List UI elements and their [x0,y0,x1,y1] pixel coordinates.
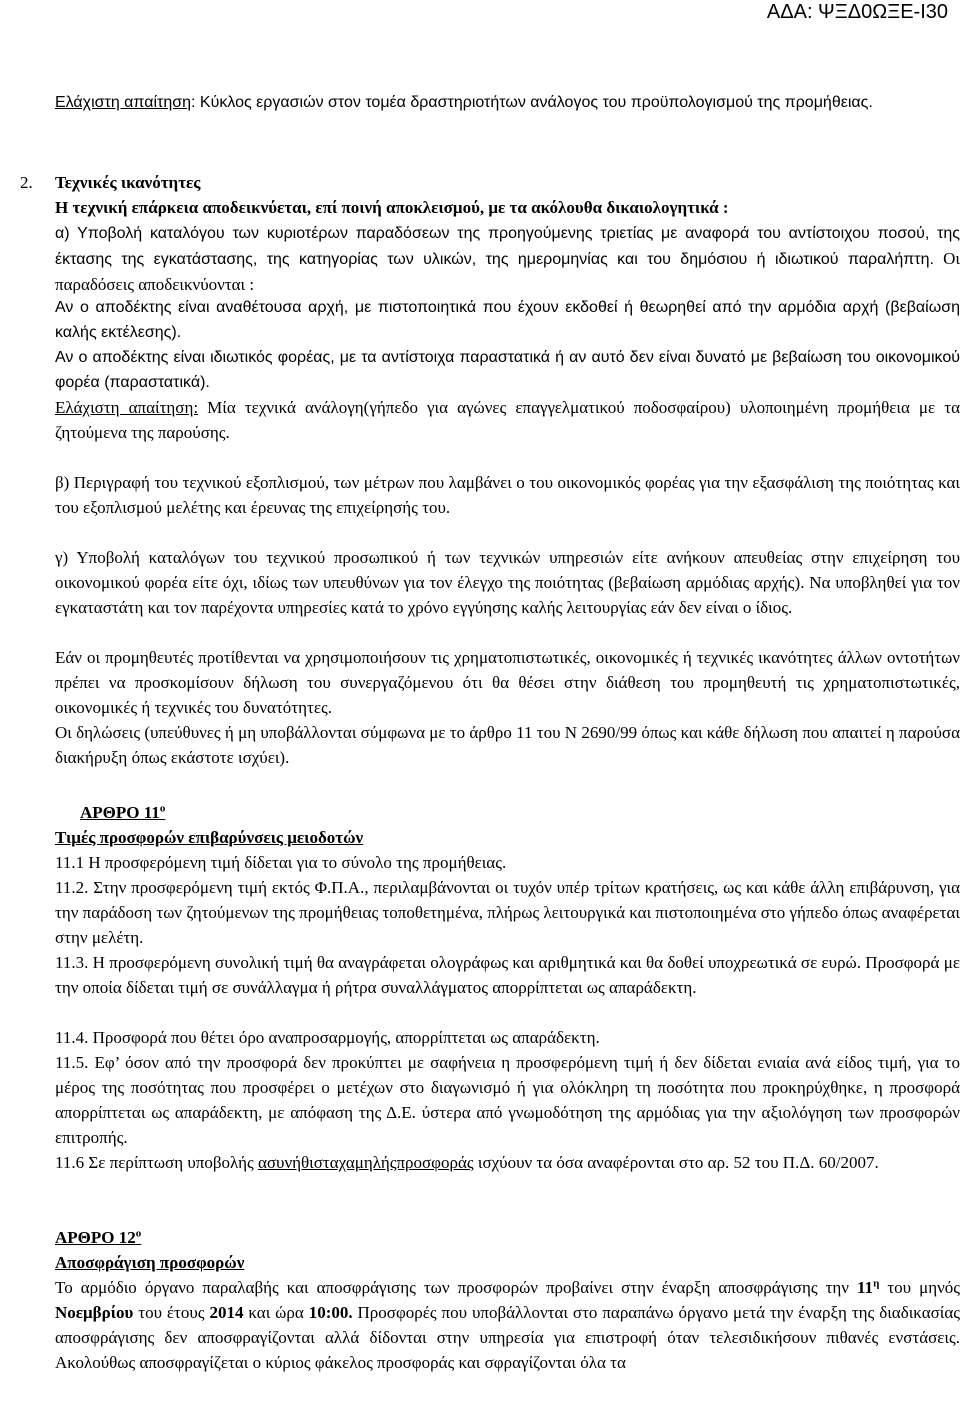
article-11-6: 11.6 Σε περίπτωση υποβολής ασυνήθισταχαμηλήςπροσφοράς ισχύουν τα όσα αναφέρονται στο αρ. 52 του Π.Δ. 60/2007. [55,1153,879,1172]
paragraph-a-sans: α) Υποβολή καταλόγου των κυριοτέρων παραδόσεων της προηγούμενης τριετίας με αναφορά του αντίστοιχου ποσού, της έκτασης της εγκατάστασης, της κατηγορίας των υλικών, της ημερομηνίας και του δημόσιου ή ιδιωτικού παραλήπτη. [55,225,960,268]
article-12-text: Το αρμόδιο όργανο παραλαβής και αποσφράγισης των προσφορών προβαίνει στην έναρξη αποσφράγισης την $11^\eta$ του μηνός Νοεμβρίου του έτους 2014 και ώρα 10:00. Προσφορές που υποβάλλονται στο παραπάνω όργανο μετά την έναρξη της διαδικασίας αποσφράγισης δεν αποσφραγίζονται αλλά δίδονται στην υπηρεσία για επιστροφή όταν τελεσιδικήσουν πιθανές ενστάσεις. Ακολούθως αποσφραγίζεται ο κύριος φάκελος προσφοράς και σφραγίζονται όλα τα [55,1277,960,1372]
ada-code: ΑΔΑ: ΨΞΔ0ΩΞΕ-Ι30 [766,1,948,23]
min-requirement-text: : Κύκλος εργασιών στον τομέα δραστηριοτήτων ανάλογος του προϋπολογισμού της προμήθειας. [191,94,873,111]
paragraph-a-min-requirement [55,395,960,445]
article-11-2: 11.2. Στην προσφερόμενη τιμή εκτός Φ.Π.Α., περιλαμβάνονται οι τυχόν υπέρ τρίτων κρατήσεις, ως και κάθε άλλη επιβάρυνση, για την παράδοση των ζητούμενων της προμήθειας τοποθετημένα, πλήρως λειτουργικά και πιστοποιημένα στο γήπεδο όπως αναφέρεται στην μελέτη. [55,878,960,947]
paragraph-g-declarations: Οι δηλώσεις (υπεύθυνες ή μη υποβάλλονται σύμφωνα με το άρθρο 11 του Ν 2690/99 όπως και κάθε δήλωση που απαιτεί η παρούσα διακήρυξη όπως εκάστοτε ισχύει). [55,723,960,767]
abnormally-low-offer-link: ασυνήθισταχαμηλήςπροσφοράς [257,1153,474,1172]
article-11-subtitle: Τιμές προσφορών επιβαρύνσεις μειοδοτών [55,828,364,847]
article-11-4: 11.4. Προσφορά που θέτει όρο αναπροσαρμογής, απορρίπτεται ως απαράδεκτη. [55,1028,600,1047]
min-requirement-turnover [55,90,960,115]
article-11-3: 11.3. Η προσφερόμενη συνολική τιμή θα αναγράφεται ολογράφως και αριθμητικά και θα δοθεί υποχρεωτικά σε ευρώ. Προσφορά με την οποία δίδεται τιμή σε συνάλλαγμα ή ρήτρα συναλλάγματος απορρίπτεται ως απαράδεκτη. [55,953,960,997]
section-heading: Τεχνικές ικανότητες [55,173,201,192]
section-intro: Η τεχνική επάρκεια αποδεικνύεται, επί ποινή αποκλεισμού, με τα ακόλουθα δικαιολογητικά : [55,198,729,217]
section-number: 2. [20,173,33,192]
article-12-subtitle: Αποσφράγιση προσφορών [55,1253,245,1272]
paragraph-b: β) Περιγραφή του τεχνικού εξοπλισμού, των μέτρων που λαμβάνει ο του οικονομικός φορέας για την εξασφάλιση της ποιότητας και του εξοπλισμού μελέτης και έρευνας της επιχείρησής του. [55,473,960,517]
paragraph-g-capacities: Εάν οι προμηθευτές προτίθενται να χρησιμοποιήσουν τις χρηματοπιστωτικές, οικονομικές ή τεχνικές ικανότητες άλλων οντοτήτων πρέπει να προσκομίσουν δήλωση του συνεργαζόμενου ότι θα θέσει στην διάθεση του προμηθευτή τις χρηματοπιστωτικές, οικονομικές ή τεχνικές του δυνατότητες. [55,648,960,717]
paragraph-g: γ) Υποβολή καταλόγων του τεχνικού προσωπικού ή των τεχνικών υπηρεσιών είτε ανήκουν απευθείας στην επιχείρηση του οικονομικού φορέα είτε όχι, ιδίως των υπευθύνων για τον έλεγχο της ποιότητας (βεβαίωση αρμόδιας αρχής). Να υποβληθεί για τον εγκαταστάτη και τον παρέχοντα υπηρεσίες κατά το χρόνο εγγύησης καλής λειτουργίας εάν δεν είναι ο ίδιος. [55,548,960,617]
a-min-label: Ελάχιστη απαίτηση: [55,398,199,417]
paragraph-a-authority: Αν ο αποδέκτης είναι αναθέτουσα αρχή, με πιστοποιητικά που έχουν εκδοθεί ή θεωρηθεί από την αρμόδια αρχή (βεβαίωση καλής εκτέλεσης). [55,299,960,341]
paragraph-a-private: Αν ο αποδέκτης είναι ιδιωτικός φορέας, με τα αντίστοιχα παραστατικά ή αν αυτό δεν είναι δυνατό με βεβαίωση του οικονομικού φορέα (παραστατικά). [55,349,960,391]
article-11-title: ΑΡΘΡΟ $11^o$ [80,802,166,822]
min-requirement-label: Ελάχιστη απαίτηση [55,94,192,111]
a-min-text: Μία τεχνικά ανάλογη(γήπεδο για αγώνες επαγγελματικού ποδοσφαίρου) υλοποιημένη προμήθεια με τα ζητούμενα της παρούσης. [55,398,960,442]
article-11-1: 11.1 Η προσφερόμενη τιμή δίδεται για το σύνολο της προμήθειας. [55,853,507,872]
paragraph-a-serif: Οι παραδόσεις αποδεικνύονται : [55,249,960,294]
paragraph-a [55,220,960,297]
article-12-title: ΑΡΘΡΟ $12^o$ [55,1227,142,1247]
article-11-5: 11.5. Εφ’ όσον από την προσφορά δεν προκύπτει με σαφήνεια η προσφερόμενη τιμή ή δεν δίδεται ενιαία ανά είδος τιμή, για το μέρος της ποσότητας που προσφέρει ο μετέχων στο διαγωνισμό ή για ολόκληρη τη ποσότητα που προκηρύχθηκε, η προσφορά απορρίπτεται ως απαράδεκτη, με απόφαση της Δ.Ε. ύστερα από γνωμοδότηση της αρμόδιας για την αξιολόγηση των προσφορών επιτροπής. [55,1053,960,1147]
